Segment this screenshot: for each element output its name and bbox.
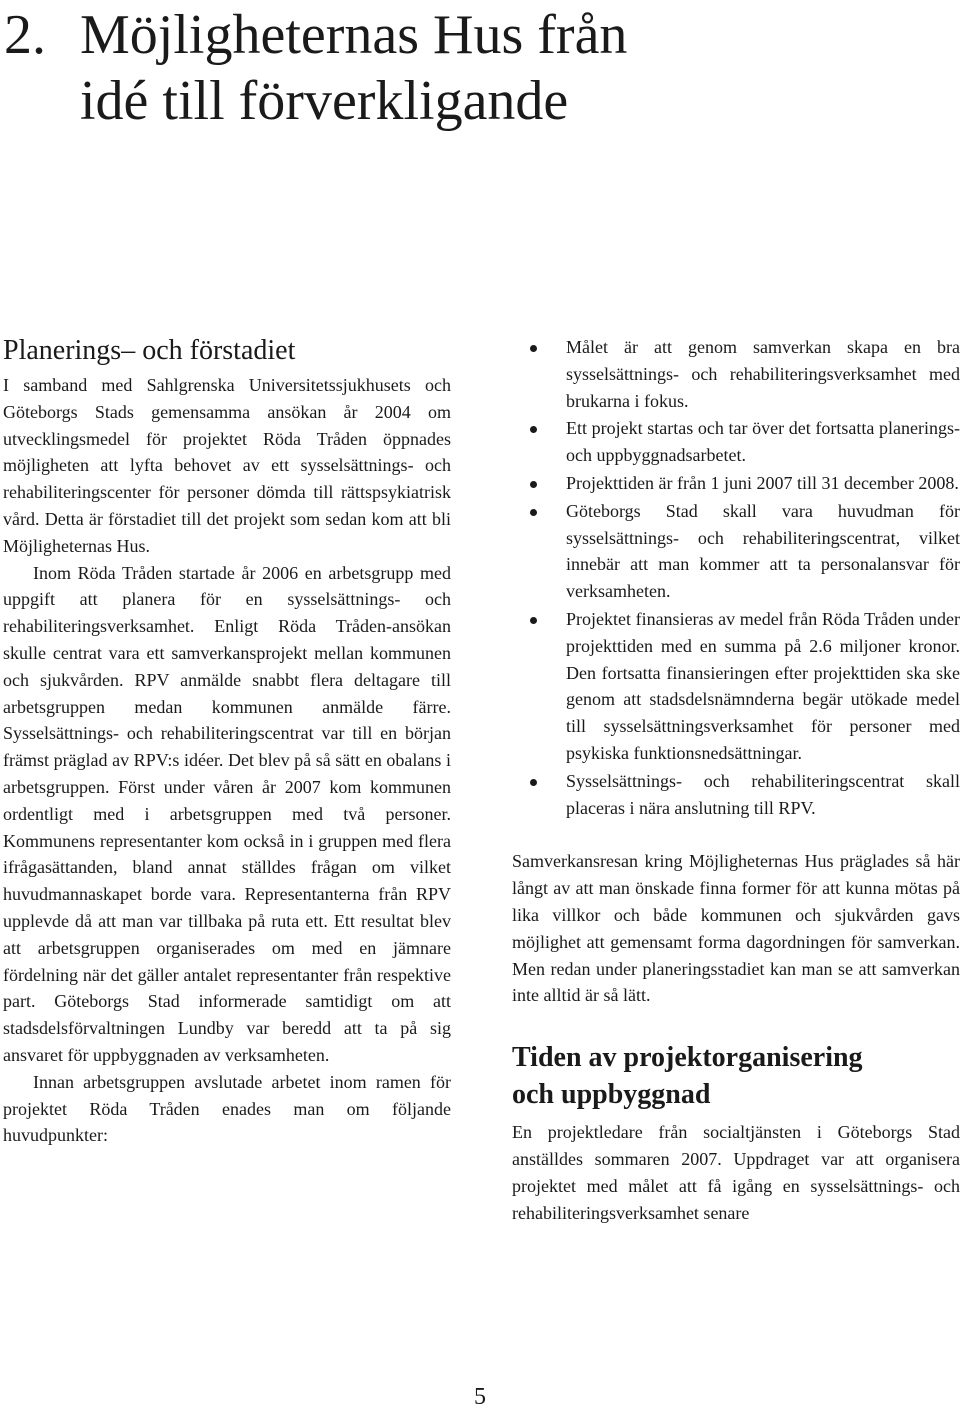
list-item (512, 415, 960, 469)
list-item (512, 606, 960, 767)
section-heading-project-organisation (512, 1039, 960, 1113)
chapter-title (4, 2, 627, 134)
left-column (3, 334, 451, 1149)
page-number: 5 (474, 1384, 486, 1410)
list-item-text: Projekttiden är från 1 juni 2007 till 31 december 2008. (566, 472, 959, 493)
list-item-text: Sysselsättnings- och rehabiliteringscentrat skall placeras i nära anslutning till RPV. (566, 770, 960, 818)
bullet-icon (530, 509, 537, 516)
chapter-title-line-1 (4, 2, 627, 68)
section-heading-line-2: och uppbyggnad (512, 1079, 711, 1111)
chapter-title-line-2: idé till förverkligande (80, 70, 569, 132)
bullet-icon (530, 481, 537, 488)
paragraph-project-leader: En projektledare från socialtjänsten i Göteborgs Stad anställdes sommaren 2007. Uppdraget var att organisera projektet med målet att få igång en sysselsättnings- och rehabiliteringsverksamhet senare (512, 1122, 960, 1223)
list-item (512, 768, 960, 822)
section-heading-line-1: Tiden av projektorganisering (512, 1042, 863, 1074)
list-item (512, 334, 960, 414)
paragraph-main-points: Innan arbetsgruppen avslutade arbetet inom ramen för projektet Röda Tråden enades man om följande huvudpunkter: (3, 1071, 451, 1146)
bullet-icon (530, 617, 537, 624)
paragraph-working-group: Inom Röda Tråden startade år 2006 en arbetsgrupp med uppgift att planera för en sysselsättnings- och rehabiliteringsverksamhet. Enligt Röda Tråden-ansökan skulle centrat vara ett samverkansprojekt mellan kommunen och sjukvården. RPV anmälde snabbt flera deltagare till arbetsgruppen medan kommunen anmälde färre. Sysselsättnings- och rehabiliteringscentrat var till en början främst präglad av RPV:s idéer. Det blev på så sätt en obalans i arbetsgruppen. Först under våren år 2007 kom kommunen ordentligt med i arbetsgruppen med två personer. Kommunens representanter kom också in i gruppen med flera ifrågasättanden, bland annat ställdes frågan om vilket huvudmannaskapet borde vara. Representanterna från RPV upplevde då att man var tillbaka på ruta ett. Ett resultat blev att arbetsgruppen organiserades om med en jämnare fördelning när det gäller antalet representanter från respektive part. Göteborgs Stad informerade samtidigt om att stadsdelsförvaltningen Lundby var beredd att ta på sig ansvaret för uppbyggnaden av verksamheten. (3, 562, 451, 1065)
list-item (512, 498, 960, 605)
bullet-icon (530, 779, 537, 786)
spacer (512, 822, 960, 848)
list-item-text: Projektet finansieras av medel från Röda Tråden under projekttiden med en summa på 2.6 miljoner kronor. Den fortsatta finansieringen efter projekttiden ska ske genom att stadsdelsnämnderna begär utökade medel till sysselsättningsverksamhet för personer med psykiska funktionsnedsättningar. (566, 608, 960, 763)
bullet-icon (530, 345, 537, 352)
chapter-title-text-1: Möjligheternas Hus från (80, 4, 628, 66)
section-heading-planning: Planerings– och förstadiet (3, 335, 296, 366)
bullet-icon (530, 426, 537, 433)
list-item-text: Ett projekt startas och tar över det fortsatta planerings- och uppbyggnadsarbetet. (566, 418, 960, 466)
paragraph-collaboration: Samverkansresan kring Möjligheternas Hus präglades så här långt av att man önskade finna former för att kunna mötas på lika villkor och både kommunen och sjukvården gavs möjlighet att gemensamt forma dagordningen för samverkan. Men redan under planeringsstadiet kan man se att samverkan inte alltid är så lätt. (512, 851, 960, 1006)
chapter-number: 2. (4, 4, 46, 66)
list-item-text: Göteborgs Stad skall vara huvudman för sysselsättnings- och rehabiliteringscentrat, vilket innebär att man kommer att ta personalansvar för verksamheten. (566, 500, 960, 602)
list-item (512, 470, 960, 497)
main-points-list (512, 334, 960, 821)
right-column (512, 334, 960, 1226)
spacer (512, 1009, 960, 1039)
list-item-text: Målet är att genom samverkan skapa en bra sysselsättnings- och rehabiliteringsverksamhet med brukarna i fokus. (566, 337, 960, 411)
paragraph-intro: I samband med Sahlgrenska Universitetssjukhusets och Göteborgs Stads gemensamma ansökan år 2004 om utvecklingsmedel för projektet Röda Tråden öppnades möjligheten att lyfta behovet av ett sysselsättnings- och rehabiliteringscenter för personer dömda till rättspsykiatrisk vård. Detta är förstadiet till det projekt som sedan kom att bli Möjligheternas Hus. (3, 375, 451, 556)
